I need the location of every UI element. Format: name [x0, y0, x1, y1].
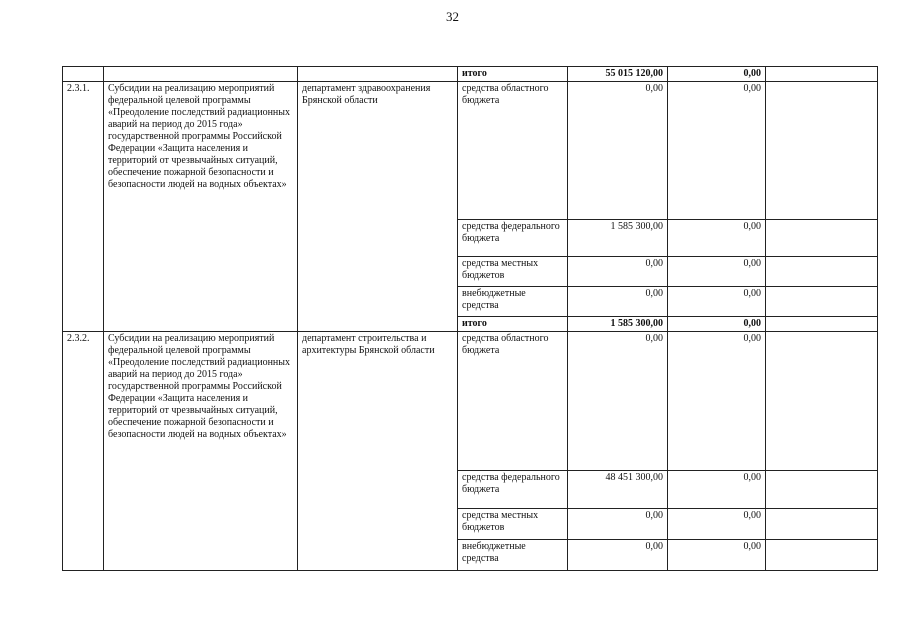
total-label: итого [458, 67, 568, 82]
source-amount: 0,00 [568, 509, 668, 540]
total-amount-2: 0,00 [668, 317, 766, 332]
empty-cell [766, 257, 878, 287]
source-amount-2: 0,00 [668, 220, 766, 257]
source-amount-2: 0,00 [668, 471, 766, 509]
item-number: 2.3.2. [63, 332, 104, 571]
total-amount: 55 015 120,00 [568, 67, 668, 82]
source-amount: 0,00 [568, 82, 668, 220]
empty-cell [766, 220, 878, 257]
empty-cell [298, 67, 458, 82]
item-description: Субсидии на реализацию мероприятий федеральной целевой программы «Преодоление последствий радиационных аварий на период до 2015 года» государственной программы Российской Федерации «Защита населения и территорий от чрезвычайных ситуаций, обеспечение пожарной безопасности и безопасности людей на водных объектах» [104, 82, 298, 332]
source-label: средства областного бюджета [458, 82, 568, 220]
source-amount: 0,00 [568, 332, 668, 471]
source-amount: 0,00 [568, 257, 668, 287]
source-label: средства местных бюджетов [458, 509, 568, 540]
empty-cell [104, 67, 298, 82]
table-row-2-3-1-regional [63, 82, 878, 220]
table-row-2-3-2-regional [63, 332, 878, 471]
source-amount: 0,00 [568, 287, 668, 317]
source-label: средства федерального бюджета [458, 220, 568, 257]
page-number: 32 [446, 9, 459, 24]
item-executor: департамент строительства и архитектуры Брянской области [298, 332, 458, 571]
source-amount-2: 0,00 [668, 332, 766, 471]
empty-cell [766, 82, 878, 220]
source-amount: 48 451 300,00 [568, 471, 668, 509]
source-amount-2: 0,00 [668, 257, 766, 287]
total-label: итого [458, 317, 568, 332]
source-amount-2: 0,00 [668, 287, 766, 317]
budget-table [62, 66, 878, 571]
empty-cell [766, 540, 878, 571]
total-amount: 1 585 300,00 [568, 317, 668, 332]
source-label: внебюджетные средства [458, 287, 568, 317]
total-amount-2: 0,00 [668, 67, 766, 82]
item-number: 2.3.1. [63, 82, 104, 332]
table-row-top-total [63, 67, 878, 82]
empty-cell [766, 332, 878, 471]
item-description: Субсидии на реализацию мероприятий федеральной целевой программы «Преодоление последствий радиационных аварий на период до 2015 года» государственной программы Российской Федерации «Защита населения и территорий от чрезвычайных ситуаций, обеспечение пожарной безопасности и безопасности людей на водных объектах» [104, 332, 298, 571]
source-amount-2: 0,00 [668, 82, 766, 220]
source-label: средства местных бюджетов [458, 257, 568, 287]
empty-cell [766, 509, 878, 540]
item-executor: департамент здравоохранения Брянской области [298, 82, 458, 332]
source-label: средства областного бюджета [458, 332, 568, 471]
source-amount: 1 585 300,00 [568, 220, 668, 257]
budget-table-container [62, 66, 878, 571]
source-label: внебюджетные средства [458, 540, 568, 571]
empty-cell [63, 67, 104, 82]
empty-cell [766, 67, 878, 82]
empty-cell [766, 287, 878, 317]
source-amount-2: 0,00 [668, 509, 766, 540]
empty-cell [766, 317, 878, 332]
source-label: средства федерального бюджета [458, 471, 568, 509]
source-amount: 0,00 [568, 540, 668, 571]
empty-cell [766, 471, 878, 509]
source-amount-2: 0,00 [668, 540, 766, 571]
